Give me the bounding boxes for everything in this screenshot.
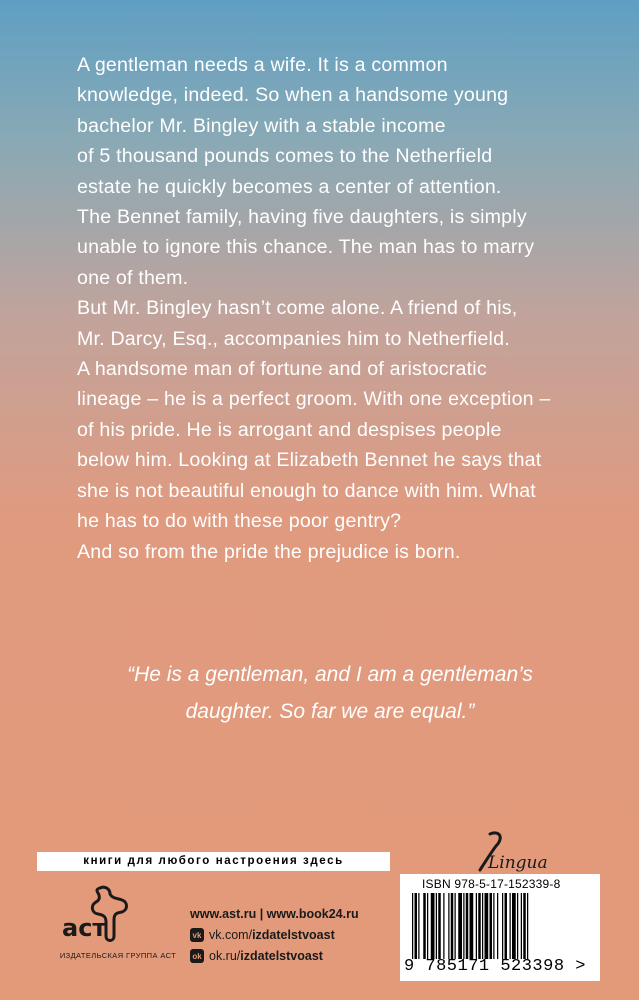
- quote-line-2: daughter. So far we are equal.”: [185, 700, 475, 723]
- tagline-strip: книги для любого настроения здесь: [37, 852, 390, 871]
- quote-line-1: “He is a gentleman, and I am a gentleman’s: [127, 663, 533, 686]
- barcode-digits: 9 785171 523398 >: [404, 957, 586, 976]
- barcode-bar: [478, 893, 481, 959]
- barcode-bar: [451, 893, 454, 959]
- blurb-line: A gentleman needs a wife. It is a common: [77, 54, 448, 76]
- barcode-bar: [431, 893, 435, 959]
- barcode-bar: [443, 893, 444, 959]
- isbn-text: ISBN 978-5-17-152339-8: [422, 877, 561, 891]
- vk-handle: izdatelstvoast: [252, 928, 335, 942]
- barcode-bar: [482, 893, 483, 959]
- blurb-line: unable to ignore this chance. The man has to marry: [77, 236, 535, 259]
- blurb-line: one of them.: [77, 266, 189, 289]
- blurb-line: estate he quickly becomes a center of attention.: [77, 175, 502, 198]
- barcode-bar: [476, 893, 477, 959]
- blurb-line: of his pride. He is arrogant and despises people: [77, 418, 502, 441]
- ok-icon: ok: [190, 949, 204, 963]
- vk-prefix: vk.com/: [209, 928, 253, 942]
- barcode-bar: [521, 893, 522, 959]
- barcode-bar: [493, 893, 494, 959]
- barcode-bar: [412, 893, 413, 959]
- publisher-name: ИЗДАТЕЛЬСКАЯ ГРУППА АСТ: [59, 951, 177, 960]
- blurb-line: he has to do with these poor gentry?: [77, 510, 402, 533]
- barcode-bar: [418, 893, 419, 959]
- barcode-bar: [466, 893, 469, 959]
- blurb-text: [77, 50, 597, 567]
- ok-prefix: ok.ru/: [209, 949, 241, 963]
- pull-quote: [60, 656, 600, 730]
- barcode-panel: [400, 874, 600, 981]
- barcode-bar: [438, 893, 441, 959]
- blurb-line: And so from the pride the prejudice is born.: [77, 540, 461, 563]
- vk-link[interactable]: [190, 928, 359, 942]
- blurb-line: below him. Looking at Elizabeth Bennet he says that: [77, 449, 542, 472]
- barcode-bar: [517, 893, 518, 959]
- blurb-line: of 5 thousand pounds comes to the Netherfield: [77, 145, 493, 168]
- blurb-line: But Mr. Bingley hasn’t come alone. A friend of his,: [77, 297, 518, 320]
- blurb-line: she is not beautiful enough to dance with him. What: [77, 479, 536, 502]
- barcode-bar: [415, 893, 418, 959]
- blurb-line: knowledge, indeed. So when a handsome young: [77, 84, 509, 107]
- blurb-line: Mr. Darcy, Esq., accompanies him to Netherfield.: [77, 327, 510, 350]
- barcode-bars: [410, 893, 590, 959]
- blurb-line: lineage – he is a perfect groom. With one exception –: [77, 388, 551, 411]
- vk-icon: vk: [190, 928, 204, 942]
- ast-logo: [52, 884, 138, 946]
- lingua-logo-text: Lingua: [488, 853, 548, 873]
- ok-link[interactable]: [190, 949, 359, 963]
- barcode-bar: [463, 893, 464, 959]
- barcode-bar: [497, 893, 498, 959]
- barcode-bar: [455, 893, 456, 959]
- barcode-bar: [436, 893, 437, 959]
- ast-logo-text: аст: [62, 914, 107, 942]
- blurb-line: A handsome man of fortune and of aristocratic: [77, 358, 487, 381]
- blurb-line: bachelor Mr. Bingley with a stable income: [77, 114, 446, 137]
- barcode-bar: [523, 893, 526, 959]
- barcode-bar: [485, 893, 489, 959]
- blurb-line: The Bennet family, having five daughters, is simply: [77, 206, 527, 229]
- barcode-bar: [427, 893, 428, 959]
- barcode-bar: [458, 893, 462, 959]
- website-links[interactable]: www.ast.ru | www.book24.ru: [190, 907, 359, 921]
- barcode-bar: [527, 893, 528, 959]
- barcode-bar: [510, 893, 511, 959]
- barcode-bar: [502, 893, 503, 959]
- lingua-logo: [470, 830, 560, 876]
- publisher-links: [190, 907, 359, 963]
- ok-handle: izdatelstvoast: [240, 949, 323, 963]
- barcode-bar: [470, 893, 474, 959]
- barcode-bar: [423, 893, 426, 959]
- barcode-bar: [505, 893, 508, 959]
- barcode-bar: [490, 893, 493, 959]
- barcode-bar: [448, 893, 449, 959]
- barcode-bar: [512, 893, 516, 959]
